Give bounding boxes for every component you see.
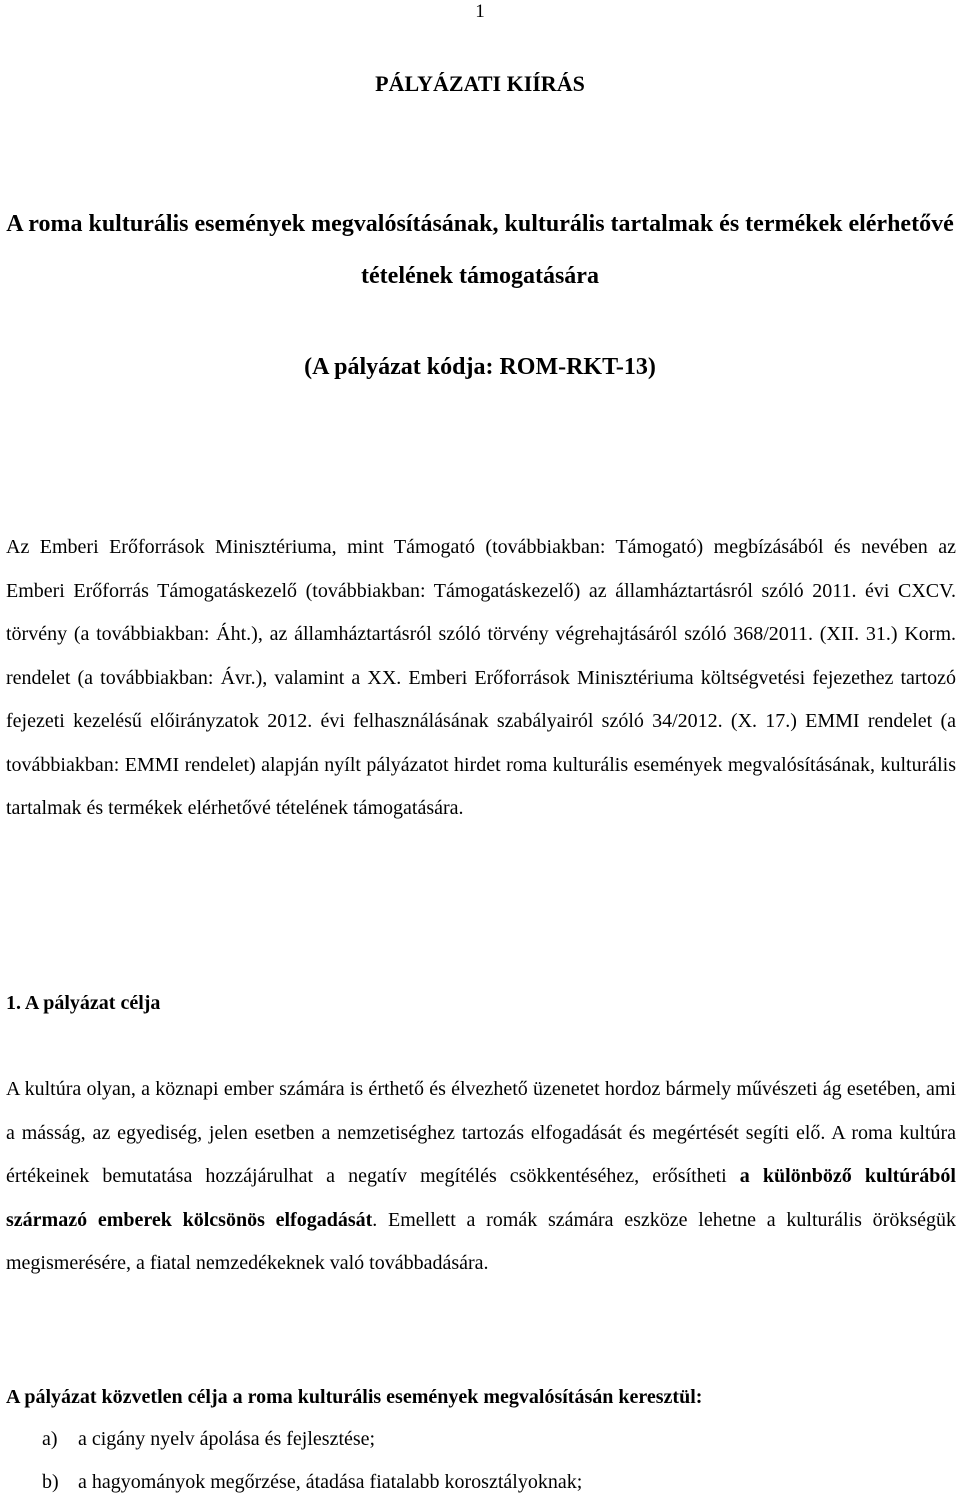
goal-text-emphasis: a különböző kultúrából származó emberek kölcsönös elfogadását [6, 1165, 956, 1231]
list-item-text: a hagyományok megőrzése, átadása fiatalabb korosztályoknak; [78, 1471, 583, 1493]
goal-text-part2: . Emellett a romák számára eszköze lehetne a kulturális örökségük megismerésére, a fiatal nemzedékeknek való továbbadására. [6, 1208, 956, 1274]
list-item-text: a cigány nyelv ápolása és fejlesztése; [78, 1428, 376, 1450]
list-item [0, 1465, 960, 1508]
document-subtitle: A roma kulturális események megvalósításának, kulturális tartalmak és termékek elérhetővé tételének támogatására [6, 211, 954, 289]
goal-text-part1: A kultúra olyan, a köznapi ember számára is érthető és élvezhető üzenetet hordoz bármely művészeti ág esetében, ami a másság, az egyediség, jelen esetben a nemzetiséghez tartozás elfogadását és megértését segíti elő. A roma kultúra értékeinek bemutatása hozzájárulhat a negatív megítélés csökkentéséhez, erősítheti [6, 1078, 956, 1187]
list-item [0, 1422, 960, 1465]
tender-code: (A pályázat kódja: ROM-RKT-13) [304, 354, 656, 380]
aim-list [0, 1422, 960, 1508]
section-heading-goal: 1. A pályázat célja [6, 992, 161, 1014]
list-marker: b) [42, 1471, 59, 1493]
page-number: 1 [475, 1, 485, 22]
direct-aim-heading: A pályázat közvetlen célja a roma kulturális események megvalósításán keresztül: [6, 1386, 703, 1408]
goal-paragraph [6, 1068, 956, 1286]
intro-paragraph: Az Emberi Erőforrások Minisztériuma, mint Támogató (továbbiakban: Támogató) megbízásából és nevében az Emberi Erőforrás Támogatáskezelő (továbbiakban: Támogatáskezelő) az államháztartásról szóló 2011. évi CXCV. törvény (a továbbiakban: Áht.), az államháztartásról szóló törvény végrehajtásáról szóló 368/2011. (XII. 31.) Korm. rendelet (a továbbiakban: Ávr.), valamint a XX. Emberi Erőforrások Minisztériuma költségvetési fejezethez tartozó fejezeti kezelésű előirányzatok 2012. évi felhasználásának szabályairól szóló 34/2012. (X. 17.) EMMI rendelet (a továbbiakban: EMMI rendelet) alapján nyílt pályázatot hirdet roma kulturális események megvalósításának, kulturális tartalmak és termékek elérhetővé tételének támogatására. [6, 536, 956, 819]
list-marker: a) [42, 1428, 58, 1450]
document-title: PÁLYÁZATI KIÍRÁS [375, 71, 585, 96]
